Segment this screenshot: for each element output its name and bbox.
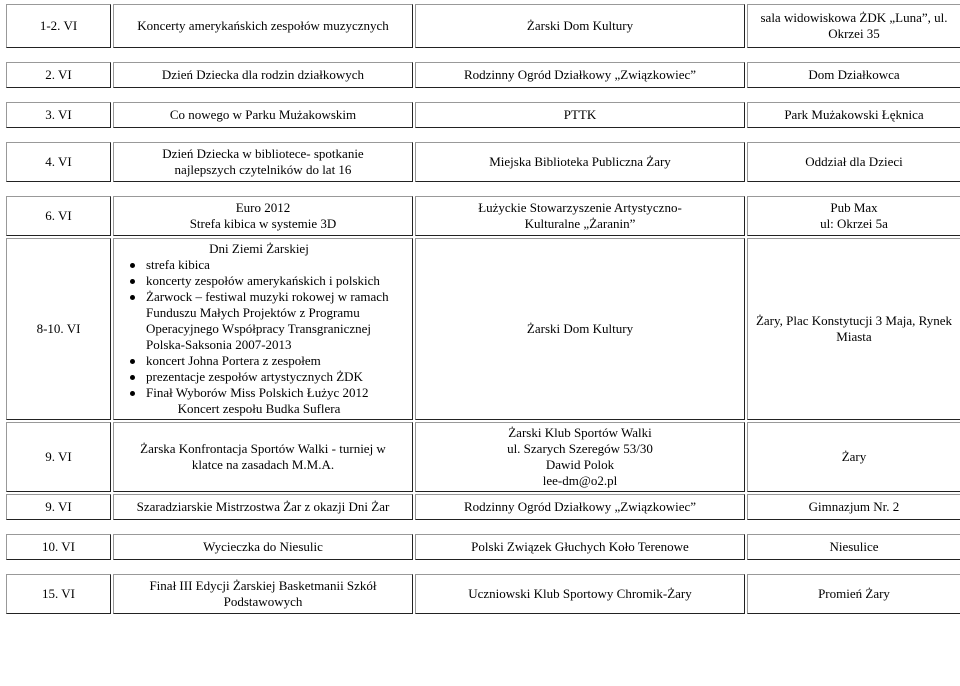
table-row xyxy=(6,62,960,88)
list-item: Koncert zespołu Budka Suflera xyxy=(177,401,341,416)
place-cell: Żary, Plac Konstytucji 3 Maja, Rynek Miasta xyxy=(747,238,960,420)
event-list xyxy=(124,241,394,417)
event-cell: Szaradziarskie Mistrzostwa Żar z okazji Dni Żar xyxy=(113,494,413,520)
table-row xyxy=(6,102,960,128)
date-cell: 6. VI xyxy=(6,196,111,236)
event-cell: Finał III Edycji Żarskiej Basketmanii Szkół Podstawowych xyxy=(113,574,413,614)
table-row xyxy=(6,142,960,182)
table-row xyxy=(6,422,960,492)
event-cell: Dzień Dziecka dla rodzin działkowych xyxy=(113,62,413,88)
place-cell: Pub Max ul: Okrzei 5a xyxy=(747,196,960,236)
place-cell: Oddział dla Dzieci xyxy=(747,142,960,182)
list-item: strefa kibica xyxy=(124,257,394,273)
organizer-cell: Łużyckie Stowarzyszenie Artystyczno- Kulturalne „Żaranin” xyxy=(415,196,745,236)
list-item: koncerty zespołów amerykańskich i polskich xyxy=(124,273,394,289)
event-cell: Co nowego w Parku Mużakowskim xyxy=(113,102,413,128)
date-cell: 8-10. VI xyxy=(6,238,111,420)
organizer-cell: PTTK xyxy=(415,102,745,128)
list-item: Dni Ziemi Żarskiej xyxy=(209,241,309,256)
place-cell: Niesulice xyxy=(747,534,960,560)
event-cell xyxy=(113,238,413,420)
list-item: prezentacje zespołów artystycznych ŻDK xyxy=(124,369,394,385)
table-row xyxy=(6,534,960,560)
event-cell: Dzień Dziecka w bibliotece- spotkanie najlepszych czytelników do lat 16 xyxy=(113,142,413,182)
place-cell: Dom Działkowca xyxy=(747,62,960,88)
list-item: Finał Wyborów Miss Polskich Łużyc 2012 xyxy=(124,385,394,401)
table-row xyxy=(6,494,960,520)
place-cell: Gimnazjum Nr. 2 xyxy=(747,494,960,520)
events-table xyxy=(4,2,960,616)
table-row xyxy=(6,574,960,614)
table-row xyxy=(6,196,960,236)
date-cell: 4. VI xyxy=(6,142,111,182)
table-row xyxy=(6,238,960,420)
event-cell: Wycieczka do Niesulic xyxy=(113,534,413,560)
table-row xyxy=(6,4,960,48)
organizer-cell: Polski Związek Głuchych Koło Terenowe xyxy=(415,534,745,560)
place-cell: Promień Żary xyxy=(747,574,960,614)
date-cell: 9. VI xyxy=(6,422,111,492)
place-cell: Park Mużakowski Łęknica xyxy=(747,102,960,128)
organizer-cell: Żarski Dom Kultury xyxy=(415,4,745,48)
organizer-cell: Miejska Biblioteka Publiczna Żary xyxy=(415,142,745,182)
date-cell: 10. VI xyxy=(6,534,111,560)
organizer-cell: Rodzinny Ogród Działkowy „Związkowiec” xyxy=(415,62,745,88)
organizer-cell: Rodzinny Ogród Działkowy „Związkowiec” xyxy=(415,494,745,520)
date-cell: 1-2. VI xyxy=(6,4,111,48)
event-cell: Euro 2012 Strefa kibica w systemie 3D xyxy=(113,196,413,236)
date-cell: 3. VI xyxy=(6,102,111,128)
place-cell: sala widowiskowa ŻDK „Luna”, ul. Okrzei 35 xyxy=(747,4,960,48)
date-cell: 9. VI xyxy=(6,494,111,520)
date-cell: 15. VI xyxy=(6,574,111,614)
place-cell: Żary xyxy=(747,422,960,492)
organizer-cell: Żarski Dom Kultury xyxy=(415,238,745,420)
event-cell: Koncerty amerykańskich zespołów muzycznych xyxy=(113,4,413,48)
organizer-cell: Żarski Klub Sportów Walki ul. Szarych Szeregów 53/30 Dawid Polok lee-dm@o2.pl xyxy=(415,422,745,492)
list-item: koncert Johna Portera z zespołem xyxy=(124,353,394,369)
organizer-cell: Uczniowski Klub Sportowy Chromik-Żary xyxy=(415,574,745,614)
date-cell: 2. VI xyxy=(6,62,111,88)
event-cell: Żarska Konfrontacja Sportów Walki - turniej w klatce na zasadach M.M.A. xyxy=(113,422,413,492)
list-item: Żarwock – festiwal muzyki rokowej w ramach Funduszu Małych Projektów z Programu Operacyjnego Współpracy Transgranicznej Polska-Saksonia 2007-2013 xyxy=(124,289,394,353)
